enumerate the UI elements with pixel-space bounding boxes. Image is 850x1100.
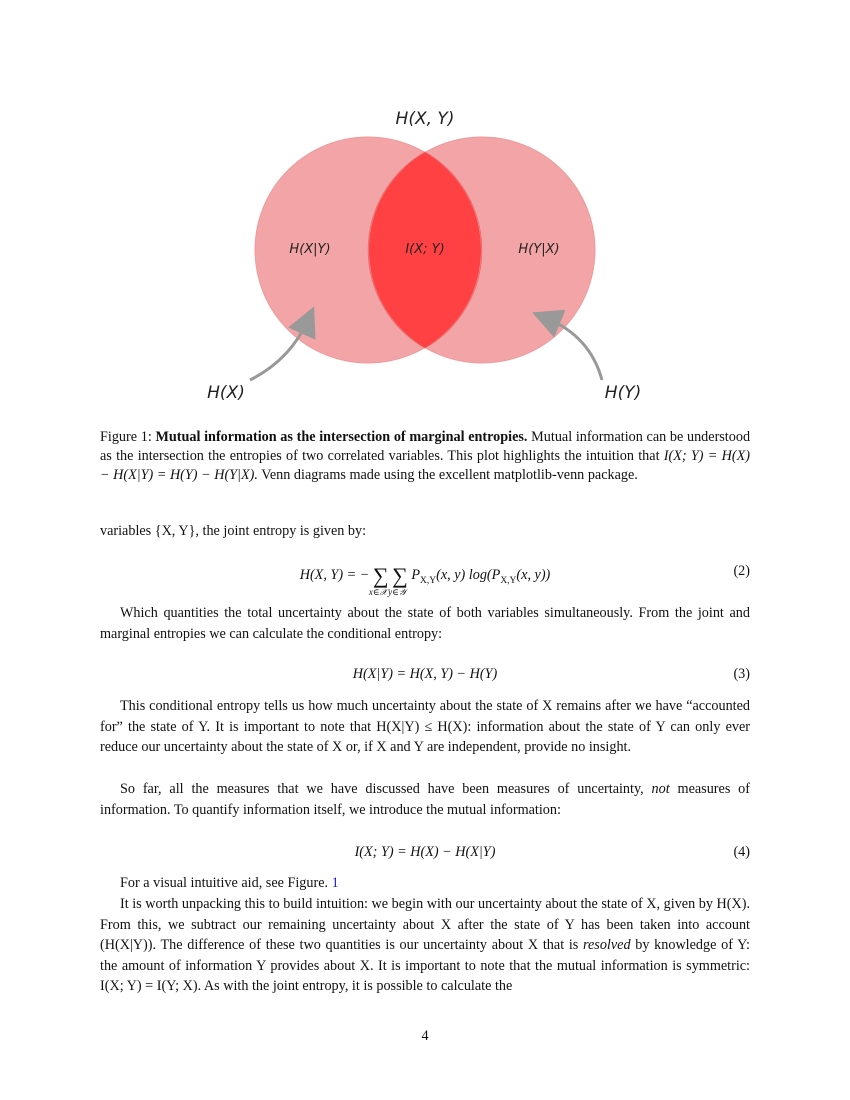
equation-3	[100, 666, 750, 690]
eq2-rhs-sub2: X,Y	[500, 576, 517, 586]
label-hy: H(Y)	[604, 383, 642, 403]
eq2-lhs: H(X, Y) = −	[299, 567, 370, 583]
eq3-text: H(X|Y) = H(X, Y) − H(Y)	[352, 666, 498, 682]
label-hx: H(X)	[207, 383, 245, 403]
paragraph-uncertainty	[100, 779, 750, 820]
eq3-number: (3)	[733, 666, 750, 682]
label-mutual-information: I(X; Y)	[405, 242, 445, 257]
p4-part-b: measures of information. To quantify information itself, we introduce the mutual information:	[100, 781, 751, 818]
paragraph-conditional-entropy: This conditional entropy tells us how much uncertainty about the state of X remains after we have “accounted for” the state of Y. It is important to note that H(X|Y) ≤ H(X): information about the state of Y can only ever reduce our uncertainty about the state of X or, if X and Y are independent, provide no insight.	[100, 698, 750, 756]
eq2-rhs-end: (x, y))	[516, 567, 551, 583]
p4-part-a: So far, all the measures that we have discussed have been measures of uncertainty,	[120, 781, 644, 797]
caption-prefix: Figure 1:	[100, 429, 152, 445]
caption-formula: I(X; Y) = H(X) − H(X|Y) = H(Y) − H(Y|X).	[100, 448, 750, 483]
caption-text-2: Venn diagrams made using the excellent matplotlib-venn package.	[261, 467, 638, 483]
page-number: 4	[421, 1028, 429, 1044]
paragraph-intuition	[100, 894, 750, 997]
figure-ref-link[interactable]: 1	[331, 875, 339, 891]
label-joint-entropy: H(X, Y)	[395, 109, 455, 129]
paragraph-joint-intro: variables {X, Y}, the joint entropy is given by:	[100, 523, 367, 539]
p4-not: not	[651, 781, 670, 797]
eq2-sum1-limit: x∈𝒳	[368, 587, 388, 597]
eq4-text: I(X; Y) = H(X) − H(X|Y)	[354, 844, 496, 860]
eq2-number: (2)	[733, 563, 750, 579]
figure-caption	[100, 428, 750, 485]
equation-2: H(X, Y) = − ∑ x∈𝒳 ∑ y∈𝒴 $P_{X,Y}(x$, y) $\log(P_{X,Y}(x$, y)) (2)	[299, 563, 750, 597]
eq2-rhs-sub: X,Y	[419, 576, 437, 586]
eq2-sum2-limit: y∈𝒴	[388, 587, 406, 597]
p6-part-b: by knowledge of Y: the amount of information Y provides about X. It is important to note that the mutual information is symmetric: I(X; Y) = I(Y; X). As with the joint entropy, it is possible to calculate the	[100, 937, 750, 995]
caption-text-1: Mutual information can be understood as the intersection the entropies of two correlated variables. This plot highlights the intuition that	[100, 429, 751, 464]
paragraph-conditional-intro: Which quantities the total uncertainty about the state of both variables simultaneously. From the joint and marginal entropies we can calculate the conditional entropy:	[100, 605, 750, 642]
label-conditional-y: H(Y|X)	[518, 242, 560, 257]
label-conditional-x: H(X|Y)	[289, 242, 331, 257]
venn-figure	[190, 100, 660, 410]
eq4-number: (4)	[733, 844, 750, 860]
p6-part-a: It is worth unpacking this to build intuition: we begin with our uncertainty about the state of X, given by H(X). From this, we subtract our remaining uncertainty about X after the state of Y has been taken into account (H(X|Y)). The difference of these two quantities is our uncertainty about X that is	[100, 896, 750, 954]
p6-resolved: resolved	[583, 937, 631, 954]
eq2-rhs: P	[411, 567, 420, 583]
eq2-rhs-mid: (x, y) log(P	[436, 567, 501, 583]
venn-diagram	[190, 100, 660, 410]
p5-text: For a visual intuitive aid, see Figure.	[120, 875, 329, 891]
paragraph-figure-ref	[100, 873, 750, 894]
equation-4	[100, 844, 750, 868]
caption-title: Mutual information as the intersection of marginal entropies.	[155, 429, 528, 445]
